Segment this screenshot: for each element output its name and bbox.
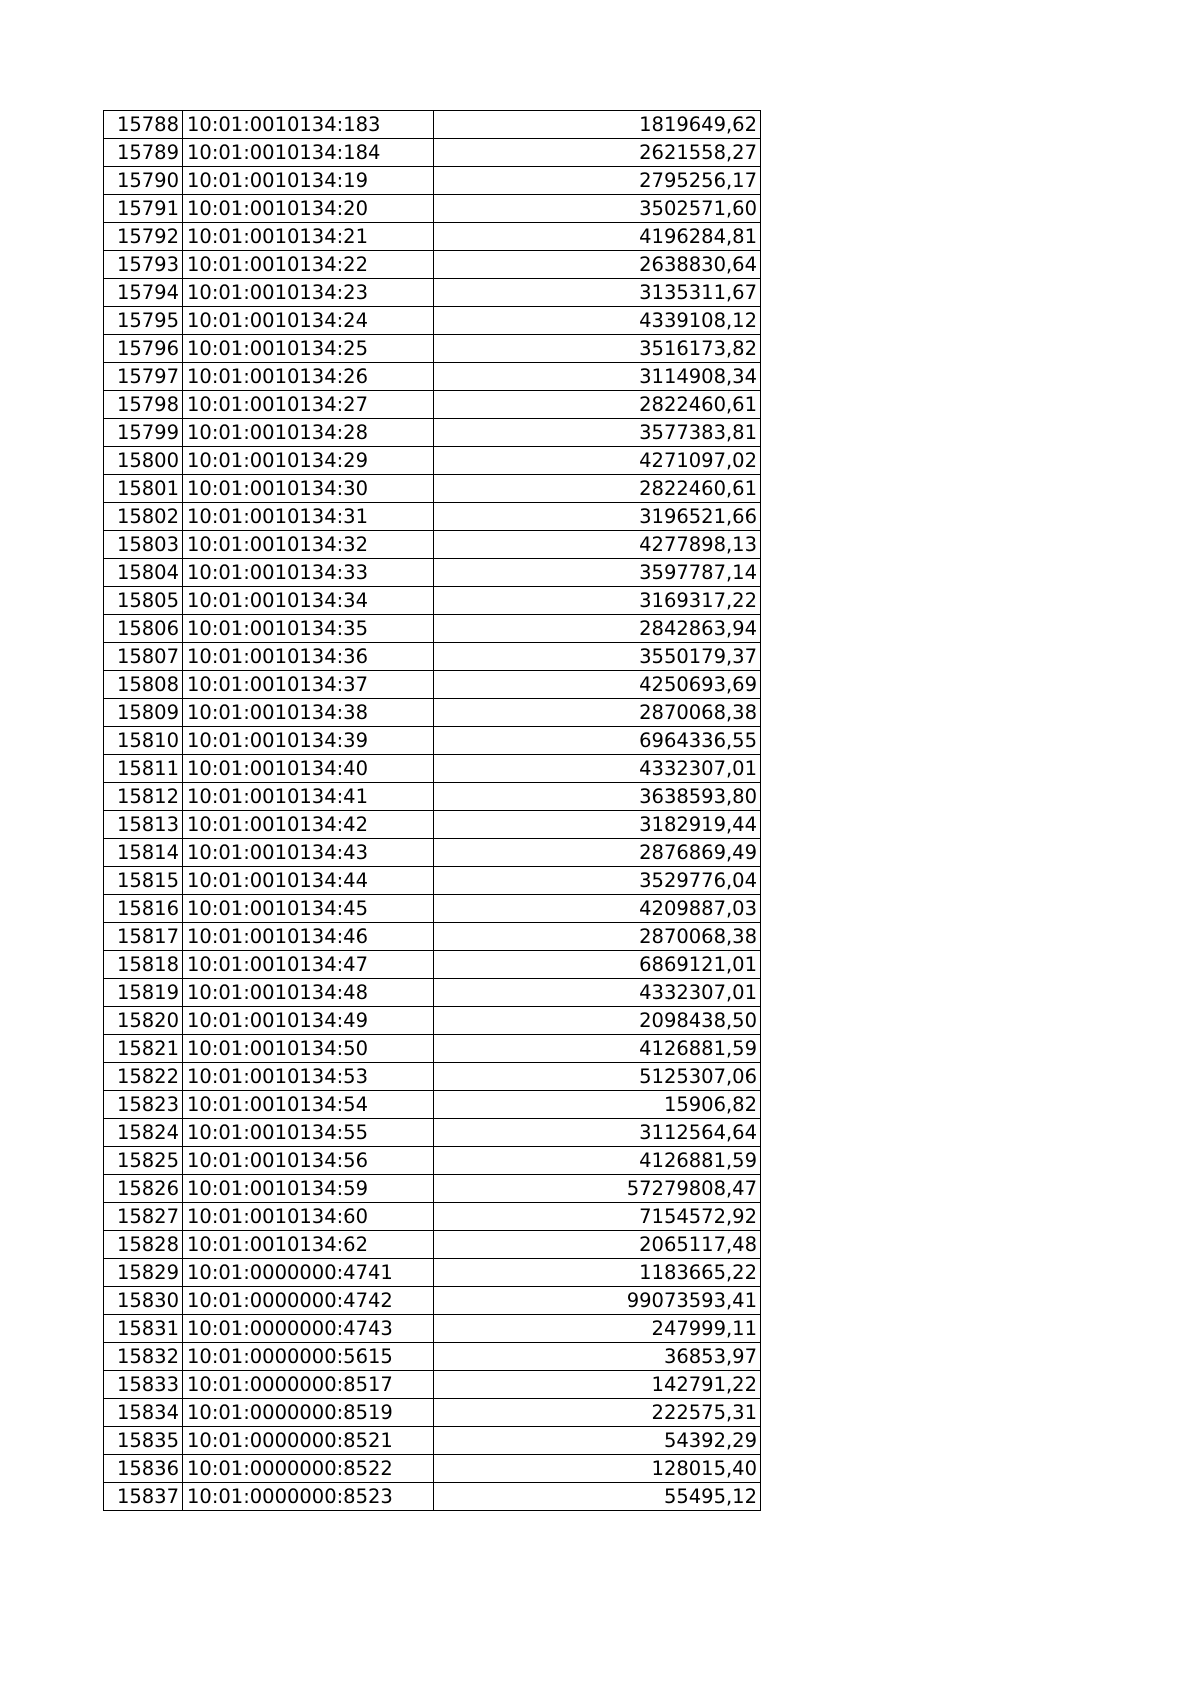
table-row: [104, 811, 761, 839]
table-row: [104, 1147, 761, 1175]
value-cell: 3196521,66: [434, 503, 761, 531]
value-cell: 128015,40: [434, 1455, 761, 1483]
value-cell: 222575,31: [434, 1399, 761, 1427]
table-row: [104, 839, 761, 867]
cadastral-number-cell: 10:01:0010134:62: [183, 1231, 434, 1259]
value-cell: 2621558,27: [434, 139, 761, 167]
cadastral-number-cell: 10:01:0010134:53: [183, 1063, 434, 1091]
cadastral-number-cell: 10:01:0010134:59: [183, 1175, 434, 1203]
value-cell: 2870068,38: [434, 699, 761, 727]
value-cell: 3112564,64: [434, 1119, 761, 1147]
table-row: [104, 391, 761, 419]
table-row: [104, 1455, 761, 1483]
row-number-cell: 15825: [104, 1147, 183, 1175]
value-cell: 2870068,38: [434, 923, 761, 951]
value-cell: 1183665,22: [434, 1259, 761, 1287]
table-row: [104, 1119, 761, 1147]
value-cell: 57279808,47: [434, 1175, 761, 1203]
table-row: [104, 279, 761, 307]
row-number-cell: 15813: [104, 811, 183, 839]
value-cell: 3169317,22: [434, 587, 761, 615]
row-number-cell: 15823: [104, 1091, 183, 1119]
table-row: [104, 1063, 761, 1091]
table-row: [104, 615, 761, 643]
row-number-cell: 15829: [104, 1259, 183, 1287]
cadastral-number-cell: 10:01:0010134:39: [183, 727, 434, 755]
value-cell: 2795256,17: [434, 167, 761, 195]
cadastral-number-cell: 10:01:0010134:24: [183, 307, 434, 335]
cadastral-number-cell: 10:01:0010134:60: [183, 1203, 434, 1231]
value-cell: 54392,29: [434, 1427, 761, 1455]
value-cell: 7154572,92: [434, 1203, 761, 1231]
value-cell: 142791,22: [434, 1371, 761, 1399]
row-number-cell: 15801: [104, 475, 183, 503]
row-number-cell: 15788: [104, 111, 183, 139]
row-number-cell: 15816: [104, 895, 183, 923]
row-number-cell: 15814: [104, 839, 183, 867]
table-row: [104, 951, 761, 979]
cadastral-number-cell: 10:01:0000000:8519: [183, 1399, 434, 1427]
row-number-cell: 15821: [104, 1035, 183, 1063]
row-number-cell: 15808: [104, 671, 183, 699]
table-row: [104, 1427, 761, 1455]
row-number-cell: 15800: [104, 447, 183, 475]
value-cell: 3516173,82: [434, 335, 761, 363]
value-cell: 3577383,81: [434, 419, 761, 447]
row-number-cell: 15815: [104, 867, 183, 895]
table-row: [104, 335, 761, 363]
table-row: [104, 923, 761, 951]
value-cell: 6869121,01: [434, 951, 761, 979]
table-row: [104, 419, 761, 447]
cadastral-number-cell: 10:01:0010134:38: [183, 699, 434, 727]
cadastral-number-cell: 10:01:0010134:54: [183, 1091, 434, 1119]
table-row: [104, 1175, 761, 1203]
value-cell: 4332307,01: [434, 755, 761, 783]
cadastral-number-cell: 10:01:0010134:42: [183, 811, 434, 839]
cadastral-number-cell: 10:01:0010134:47: [183, 951, 434, 979]
table-row: [104, 1315, 761, 1343]
value-cell: 2842863,94: [434, 615, 761, 643]
value-cell: 15906,82: [434, 1091, 761, 1119]
table-row: [104, 167, 761, 195]
row-number-cell: 15837: [104, 1483, 183, 1511]
value-cell: 3502571,60: [434, 195, 761, 223]
value-cell: 2098438,50: [434, 1007, 761, 1035]
cadastral-number-cell: 10:01:0010134:19: [183, 167, 434, 195]
cadastral-number-cell: 10:01:0010134:29: [183, 447, 434, 475]
value-cell: 2876869,49: [434, 839, 761, 867]
cadastral-number-cell: 10:01:0010134:46: [183, 923, 434, 951]
table-body: [104, 111, 761, 1511]
cadastral-number-cell: 10:01:0000000:8523: [183, 1483, 434, 1511]
table-row: [104, 867, 761, 895]
table-row: [104, 111, 761, 139]
row-number-cell: 15824: [104, 1119, 183, 1147]
value-cell: 2822460,61: [434, 475, 761, 503]
row-number-cell: 15812: [104, 783, 183, 811]
row-number-cell: 15797: [104, 363, 183, 391]
table-row: [104, 447, 761, 475]
cadastral-number-cell: 10:01:0010134:30: [183, 475, 434, 503]
row-number-cell: 15836: [104, 1455, 183, 1483]
value-cell: 1819649,62: [434, 111, 761, 139]
cadastral-number-cell: 10:01:0010134:49: [183, 1007, 434, 1035]
row-number-cell: 15831: [104, 1315, 183, 1343]
row-number-cell: 15796: [104, 335, 183, 363]
row-number-cell: 15826: [104, 1175, 183, 1203]
row-number-cell: 15792: [104, 223, 183, 251]
cadastral-number-cell: 10:01:0010134:20: [183, 195, 434, 223]
cadastral-number-cell: 10:01:0000000:4743: [183, 1315, 434, 1343]
row-number-cell: 15818: [104, 951, 183, 979]
row-number-cell: 15817: [104, 923, 183, 951]
row-number-cell: 15822: [104, 1063, 183, 1091]
cadastral-number-cell: 10:01:0010134:26: [183, 363, 434, 391]
cadastral-number-cell: 10:01:0010134:44: [183, 867, 434, 895]
cadastral-number-cell: 10:01:0010134:36: [183, 643, 434, 671]
row-number-cell: 15819: [104, 979, 183, 1007]
cadastral-number-cell: 10:01:0010134:45: [183, 895, 434, 923]
row-number-cell: 15830: [104, 1287, 183, 1315]
cadastral-number-cell: 10:01:0000000:8522: [183, 1455, 434, 1483]
table-row: [104, 979, 761, 1007]
table-row: [104, 755, 761, 783]
table-row: [104, 475, 761, 503]
cadastral-number-cell: 10:01:0000000:8521: [183, 1427, 434, 1455]
table-row: [104, 1287, 761, 1315]
cadastral-number-cell: 10:01:0010134:43: [183, 839, 434, 867]
value-cell: 2638830,64: [434, 251, 761, 279]
value-cell: 4196284,81: [434, 223, 761, 251]
cadastral-number-cell: 10:01:0010134:27: [183, 391, 434, 419]
table-row: [104, 671, 761, 699]
value-cell: 3638593,80: [434, 783, 761, 811]
value-cell: 3529776,04: [434, 867, 761, 895]
table-row: [104, 559, 761, 587]
cadastral-number-cell: 10:01:0010134:37: [183, 671, 434, 699]
cadastral-number-cell: 10:01:0000000:5615: [183, 1343, 434, 1371]
value-cell: 2822460,61: [434, 391, 761, 419]
row-number-cell: 15804: [104, 559, 183, 587]
row-number-cell: 15833: [104, 1371, 183, 1399]
row-number-cell: 15794: [104, 279, 183, 307]
row-number-cell: 15832: [104, 1343, 183, 1371]
table-row: [104, 1343, 761, 1371]
table-row: [104, 783, 761, 811]
table-row: [104, 727, 761, 755]
row-number-cell: 15834: [104, 1399, 183, 1427]
row-number-cell: 15790: [104, 167, 183, 195]
table-row: [104, 895, 761, 923]
value-cell: 4339108,12: [434, 307, 761, 335]
value-cell: 2065117,48: [434, 1231, 761, 1259]
row-number-cell: 15807: [104, 643, 183, 671]
value-cell: 4126881,59: [434, 1035, 761, 1063]
value-cell: 5125307,06: [434, 1063, 761, 1091]
cadastral-number-cell: 10:01:0010134:23: [183, 279, 434, 307]
cadastral-number-cell: 10:01:0010134:33: [183, 559, 434, 587]
table-row: [104, 1399, 761, 1427]
row-number-cell: 15827: [104, 1203, 183, 1231]
table-row: [104, 139, 761, 167]
value-cell: 3182919,44: [434, 811, 761, 839]
row-number-cell: 15795: [104, 307, 183, 335]
value-cell: 4209887,03: [434, 895, 761, 923]
row-number-cell: 15811: [104, 755, 183, 783]
table-row: [104, 643, 761, 671]
row-number-cell: 15805: [104, 587, 183, 615]
table-row: [104, 195, 761, 223]
cadastral-number-cell: 10:01:0010134:22: [183, 251, 434, 279]
row-number-cell: 15806: [104, 615, 183, 643]
row-number-cell: 15799: [104, 419, 183, 447]
value-cell: 4271097,02: [434, 447, 761, 475]
cadastral-number-cell: 10:01:0000000:4742: [183, 1287, 434, 1315]
cadastral-number-cell: 10:01:0010134:183: [183, 111, 434, 139]
cadastral-number-cell: 10:01:0010134:35: [183, 615, 434, 643]
table-row: [104, 1371, 761, 1399]
cadastral-number-cell: 10:01:0010134:55: [183, 1119, 434, 1147]
value-cell: 3550179,37: [434, 643, 761, 671]
cadastral-number-cell: 10:01:0010134:21: [183, 223, 434, 251]
table-row: [104, 1231, 761, 1259]
value-cell: 4250693,69: [434, 671, 761, 699]
value-cell: 3135311,67: [434, 279, 761, 307]
row-number-cell: 15809: [104, 699, 183, 727]
table-row: [104, 307, 761, 335]
row-number-cell: 15820: [104, 1007, 183, 1035]
table-row: [104, 1035, 761, 1063]
table-row: [104, 531, 761, 559]
table-row: [104, 1203, 761, 1231]
value-cell: 4126881,59: [434, 1147, 761, 1175]
table-row: [104, 587, 761, 615]
cadastral-number-cell: 10:01:0010134:34: [183, 587, 434, 615]
value-cell: 55495,12: [434, 1483, 761, 1511]
row-number-cell: 15802: [104, 503, 183, 531]
cadastral-value-table: [103, 110, 761, 1511]
table-row: [104, 1007, 761, 1035]
cadastral-number-cell: 10:01:0000000:4741: [183, 1259, 434, 1287]
row-number-cell: 15828: [104, 1231, 183, 1259]
table-row: [104, 1259, 761, 1287]
table-row: [104, 363, 761, 391]
row-number-cell: 15791: [104, 195, 183, 223]
value-cell: 6964336,55: [434, 727, 761, 755]
value-cell: 3114908,34: [434, 363, 761, 391]
table-row: [104, 1091, 761, 1119]
table-row: [104, 1483, 761, 1511]
cadastral-number-cell: 10:01:0010134:25: [183, 335, 434, 363]
cadastral-number-cell: 10:01:0010134:184: [183, 139, 434, 167]
value-cell: 4332307,01: [434, 979, 761, 1007]
cadastral-number-cell: 10:01:0010134:56: [183, 1147, 434, 1175]
value-cell: 4277898,13: [434, 531, 761, 559]
row-number-cell: 15798: [104, 391, 183, 419]
table-row: [104, 251, 761, 279]
table-row: [104, 503, 761, 531]
cadastral-number-cell: 10:01:0010134:50: [183, 1035, 434, 1063]
value-cell: 247999,11: [434, 1315, 761, 1343]
row-number-cell: 15789: [104, 139, 183, 167]
row-number-cell: 15793: [104, 251, 183, 279]
table-row: [104, 223, 761, 251]
cadastral-number-cell: 10:01:0010134:32: [183, 531, 434, 559]
data-table-container: [103, 110, 761, 1511]
cadastral-number-cell: 10:01:0010134:48: [183, 979, 434, 1007]
cadastral-number-cell: 10:01:0010134:41: [183, 783, 434, 811]
row-number-cell: 15803: [104, 531, 183, 559]
row-number-cell: 15835: [104, 1427, 183, 1455]
cadastral-number-cell: 10:01:0010134:28: [183, 419, 434, 447]
cadastral-number-cell: 10:01:0010134:40: [183, 755, 434, 783]
value-cell: 3597787,14: [434, 559, 761, 587]
table-row: [104, 699, 761, 727]
value-cell: 99073593,41: [434, 1287, 761, 1315]
value-cell: 36853,97: [434, 1343, 761, 1371]
cadastral-number-cell: 10:01:0010134:31: [183, 503, 434, 531]
row-number-cell: 15810: [104, 727, 183, 755]
cadastral-number-cell: 10:01:0000000:8517: [183, 1371, 434, 1399]
